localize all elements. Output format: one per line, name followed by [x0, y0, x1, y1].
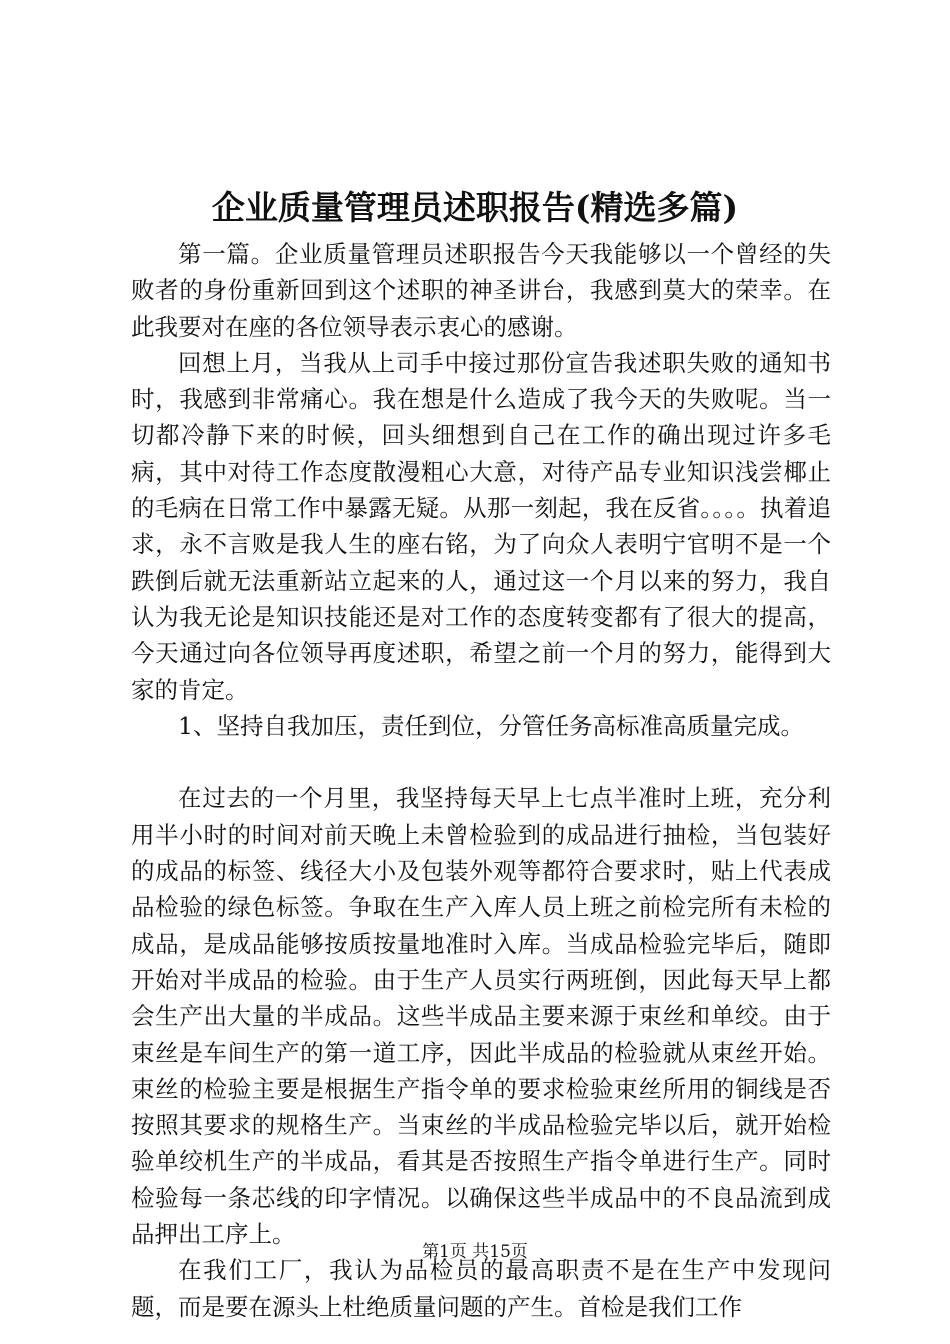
document-body: [131, 236, 831, 1325]
paragraph-inspection: 在过去的一个月里，我坚持每天早上七点半准时上班，充分利用半小时的时间对前天晚上未曾检验到的成品进行抽检，当包装好的成品的标签、线径大小及包装外观等都符合要求时，贴上代表成品检验的绿色标签。争取在生产入库人员上班之前检完所有未检的成品，是成品能够按质按量地准时入库。当成品检验完毕后，随即开始对半成品的检验。由于生产人员实行两班倒，因此每天早上都会生产出大量的半成品。这些半成品主要来源于束丝和单绞。由于束丝是车间生产的第一道工序，因此半成品的检验就从束丝开始。束丝的检验主要是根据生产指令单的要求检验束丝所用的铜线是否按照其要求的规格生产。当束丝的半成品检验完毕以后，就开始检验单绞机生产的半成品，看其是否按照生产指令单进行生产。同时检验每一条芯线的印字情况。以确保这些半成品中的不良品流到成品押出工序上。: [131, 784, 831, 1249]
paragraph-intro: 第一篇。企业质量管理员述职报告今天我能够以一个曾经的失败者的身份重新回到这个述职的神圣讲台，我感到莫大的荣幸。在此我要对在座的各位领导表示衷心的感谢。: [131, 240, 831, 341]
paragraph-reflection: 回想上月，当我从上司手中接过那份宣告我述职失败的通知书时，我感到非常痛心。我在想是什么造成了我今天的失败呢。当一切都冷静下来的时候，回头细想到自己在工作的确出现过许多毛病，其中对待工作态度散漫粗心大意，对待产品专业知识浅尝椰止的毛病在日常工作中暴露无疑。从那一刻起，我在反省。。。。执着追求，永不言败是我人生的座右铭，为了向众人表明宁官明不是一个跌倒后就无法重新站立起来的人，通过这一个月以来的努力，我自认为我无论是知识技能还是对工作的态度转变都有了很大的提高，今天通过向各位领导再度述职，希望之前一个月的努力，能得到大家的肯定。: [131, 348, 831, 704]
page-footer: 第1页 共15页: [422, 1242, 528, 1262]
document-title: 企业质量管理员述职报告(精选多篇): [211, 188, 739, 227]
paragraph-heading-1: 1、坚持自我加压，责任到位，分管任务高标准高质量完成。: [178, 711, 804, 740]
blank-line: [131, 744, 831, 780]
paragraph-factory: 在我们工厂，我认为品检员的最高职责不是在生产中发现问题，而是要在源头上杜绝质量问题的产生。首检是我们工作: [131, 1256, 831, 1321]
